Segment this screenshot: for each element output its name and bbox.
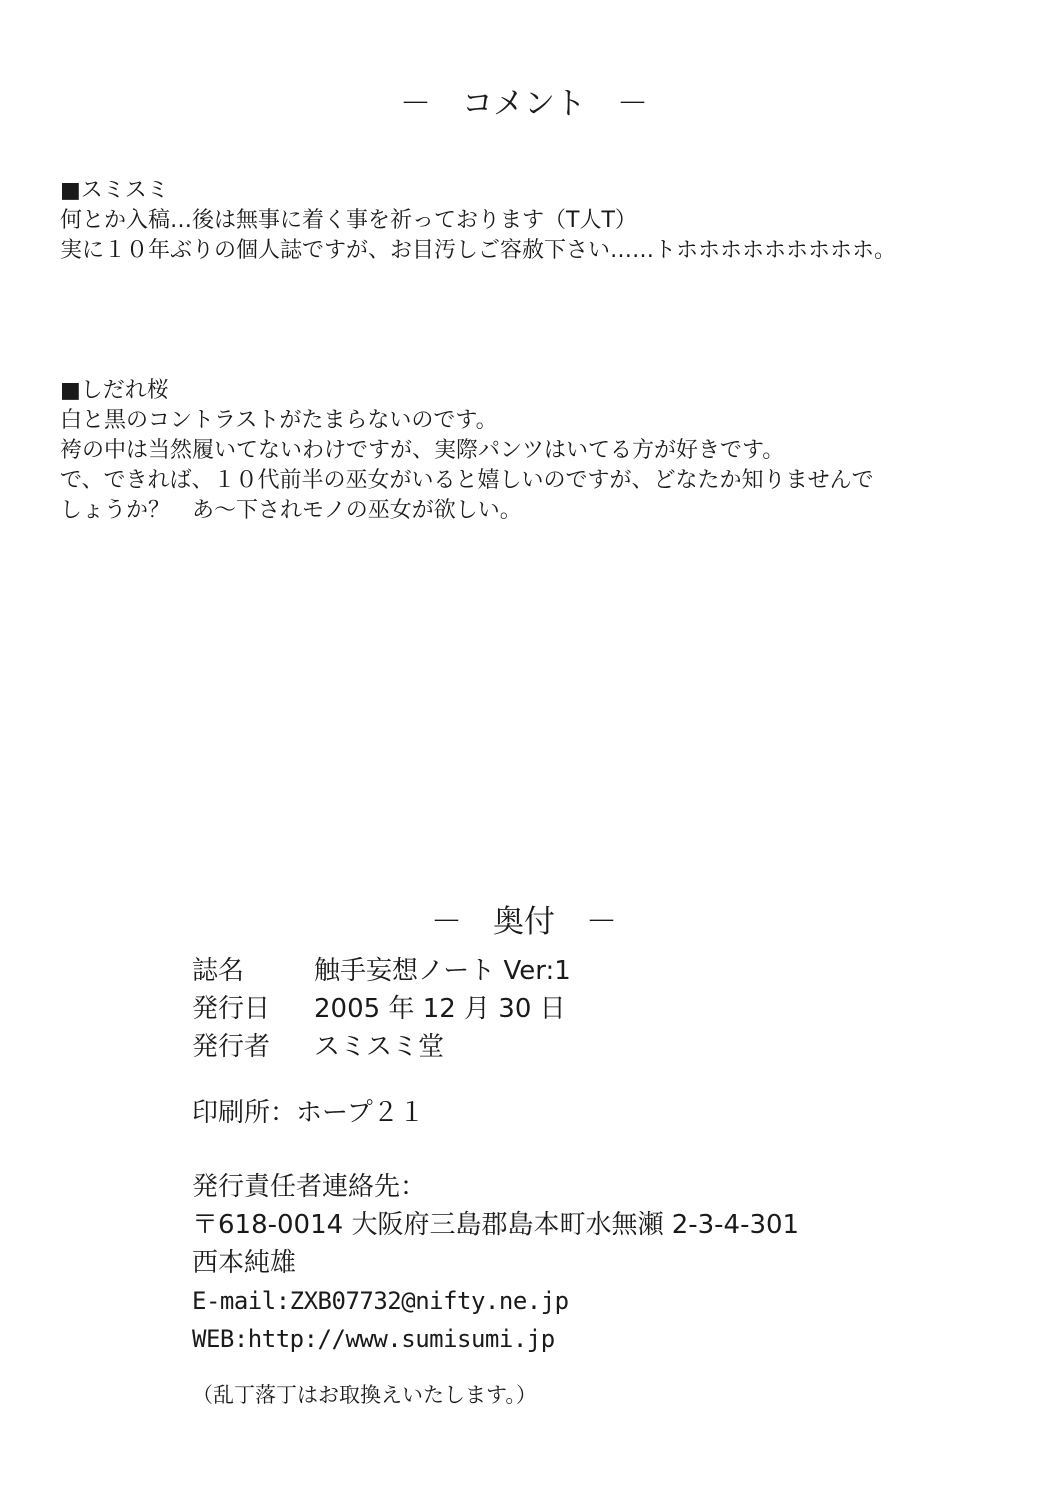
colophon-date-row xyxy=(192,990,1012,1028)
contact-person: 西本純雄 xyxy=(192,1248,297,1278)
colophon-title-row xyxy=(192,952,1012,990)
comment-author-sumisumi: ■スミスミ xyxy=(60,178,169,203)
title-label: 誌名 xyxy=(192,956,245,986)
date-value: 2005 年 12 月 30 日 xyxy=(314,994,566,1024)
comment-block-sumisumi xyxy=(60,176,1020,266)
comment-line: 実に１０年ぶりの個人誌ですが、お目汚しご容赦下さい……トホホホホホホホホホ。 xyxy=(60,238,897,263)
colophon-publisher-row xyxy=(192,1028,1012,1066)
comment-line: 袴の中は当然履いてないわけですが、実際パンツはいてる方が好きです。 xyxy=(60,438,785,463)
colophon-main xyxy=(192,952,1012,1066)
replacement-footnote: （乱丁落丁はお取換えいたします。） xyxy=(192,1383,537,1407)
title-value: 触手妄想ノート Ver:1 xyxy=(314,956,571,986)
comment-line: しょうか？ あ～下されモノの巫女が欲しい。 xyxy=(60,498,522,523)
publisher-label: 発行者 xyxy=(192,1032,271,1062)
colophon-heading: － 奥付 － xyxy=(431,904,617,940)
contact-heading: 発行責任者連絡先： xyxy=(192,1172,427,1202)
date-label: 発行日 xyxy=(192,994,271,1024)
comment-block-shidarezakura xyxy=(60,376,1020,526)
comment-line: 何とか入稿…後は無事に着く事を祈っております（T人T） xyxy=(60,208,637,233)
comment-line: で、できれば、１０代前半の巫女がいると嬉しいのですが、どなたか知りませんで xyxy=(60,468,874,493)
printer-line: 印刷所：ホープ２１ xyxy=(192,1098,425,1128)
postal-address: 〒618-0014 大阪府三島郡島本町水無瀬 2-3-4-301 xyxy=(192,1210,800,1240)
web-url: WEB:http://www.sumisumi.jp xyxy=(192,1325,555,1353)
comment-author-shidarezakura: ■しだれ桜 xyxy=(60,378,169,403)
comment-line: 白と黒のコントラストがたまらないのです。 xyxy=(60,408,498,433)
colophon-printer xyxy=(192,1094,1012,1132)
colophon-contact xyxy=(192,1168,1012,1358)
comment-heading: － コメント － xyxy=(400,86,648,122)
email-address: E-mail:ZXB07732@nifty.ne.jp xyxy=(192,1287,569,1315)
publisher-value: スミスミ堂 xyxy=(314,1032,445,1062)
